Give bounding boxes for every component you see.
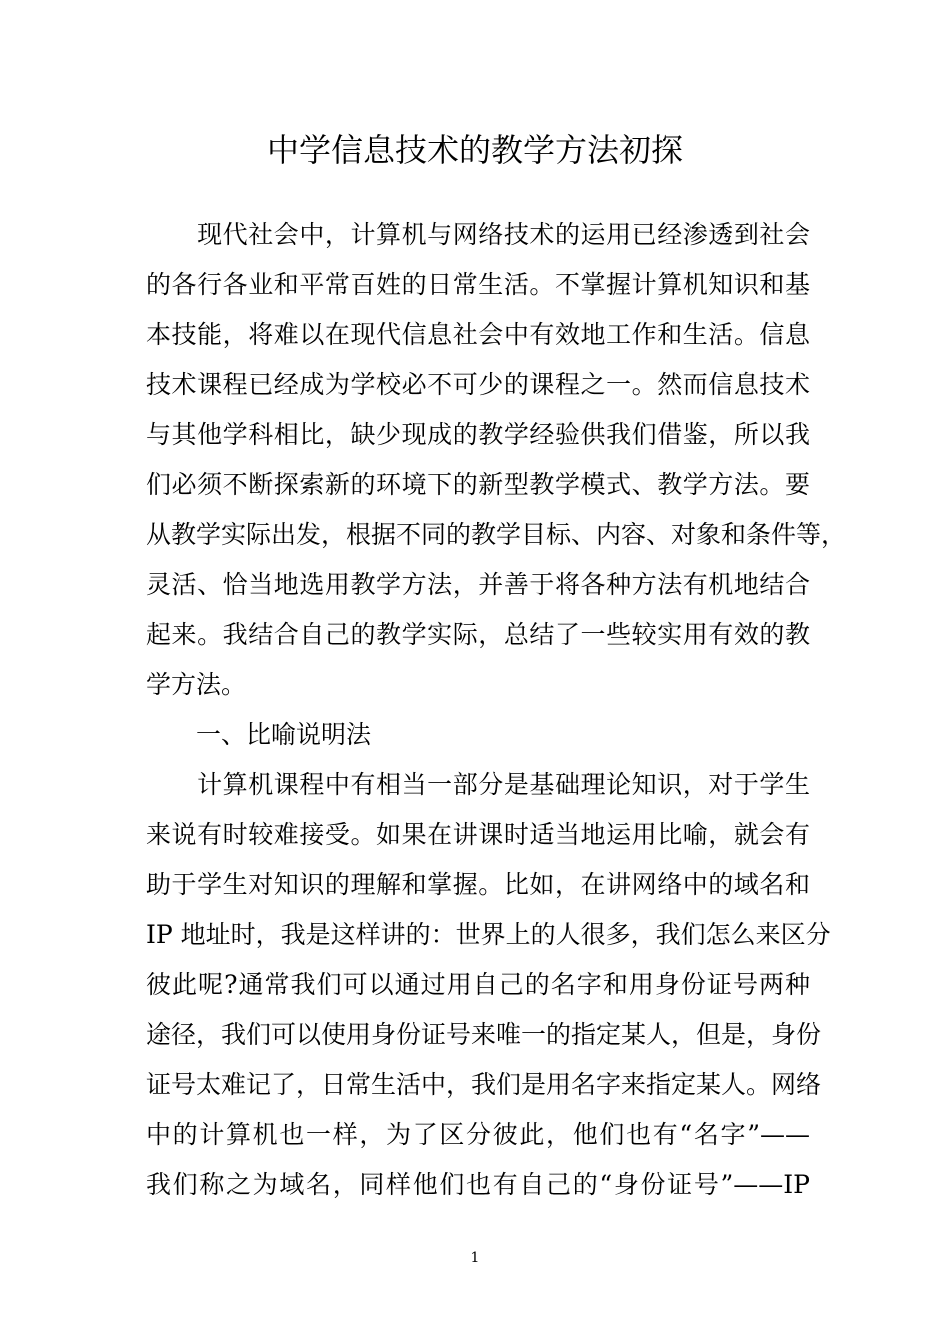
text-line: 途径，我们可以使用身份证号来唯一的指定某人，但是，身份: [146, 1020, 822, 1049]
text-line: 起来。我结合自己的教学实际，总结了一些较实用有效的教: [146, 620, 810, 649]
text-line: 本技能，将难以在现代信息社会中有效地工作和生活。信息: [146, 320, 810, 349]
text-line: 证号太难记了，日常生活中，我们是用名字来指定某人。网络: [146, 1070, 822, 1099]
text-line: 计算机课程中有相当一部分是基础理论知识，对于学生: [146, 770, 810, 799]
text-line: 助于学生对知识的理解和掌握。比如，在讲网络中的域名和: [146, 870, 810, 899]
page-number: 1: [470, 1250, 480, 1266]
text-line: 从教学实际出发，根据不同的教学目标、内容、对象和条件等，: [146, 520, 847, 549]
text-line: 中的计算机也一样，为了区分彼此，他们也有“名字”——: [146, 1120, 810, 1149]
text-line: 现代社会中，计算机与网络技术的运用已经渗透到社会: [146, 220, 810, 249]
text-line: 来说有时较难接受。如果在讲课时适当地运用比喻，就会有: [146, 820, 810, 849]
text-line: 技术课程已经成为学校必不可少的课程之一。然而信息技术: [146, 370, 810, 399]
section-heading: 一、比喻说明法: [146, 720, 372, 749]
text-line: 彼此呢?通常我们可以通过用自己的名字和用身份证号两种: [146, 970, 810, 999]
text-line: 们必须不断探索新的环境下的新型教学模式、教学方法。要: [146, 470, 810, 499]
text-line: 灵活、恰当地选用教学方法，并善于将各种方法有机地结合: [146, 570, 810, 599]
text-line: 学方法。: [146, 670, 247, 699]
document-title: 中学信息技术的教学方法初探: [266, 131, 683, 169]
text-line: 与其他学科相比，缺少现成的教学经验供我们借鉴，所以我: [146, 420, 810, 449]
text-line: 的各行各业和平常百姓的日常生活。不掌握计算机知识和基: [146, 270, 810, 299]
text-line: 我们称之为域名，同样他们也有自己的“身份证号”——IP: [146, 1170, 810, 1199]
text-line: IP 地址时，我是这样讲的：世界上的人很多，我们怎么来区分: [146, 920, 831, 949]
